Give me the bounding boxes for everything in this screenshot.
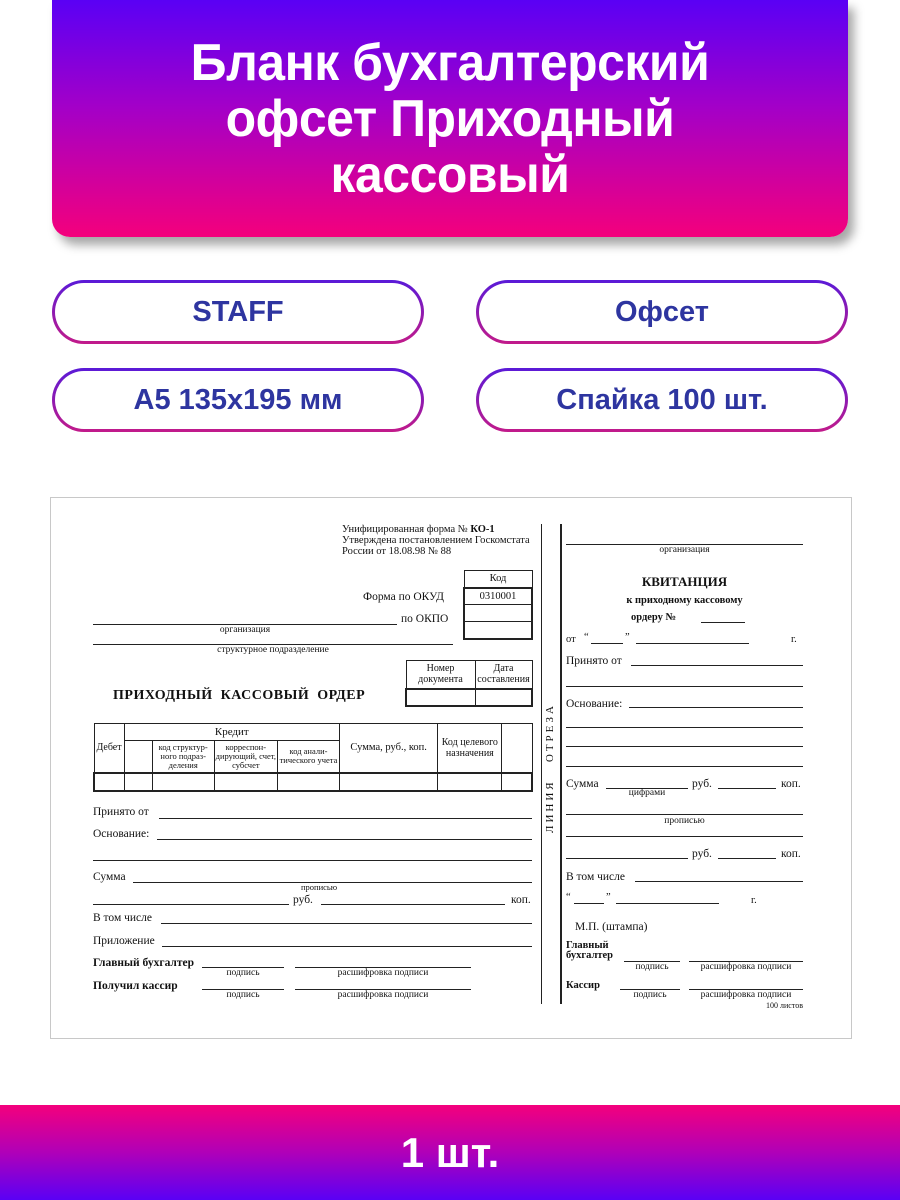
cell — [438, 773, 502, 791]
receipt-kop-label-2: коп. — [781, 848, 801, 860]
receipt-basis-label: Основание: — [566, 698, 623, 710]
sheet-count: 100 листов — [766, 1001, 803, 1010]
feature-label: STAFF — [192, 295, 284, 328]
cell — [277, 773, 339, 791]
receipt-subtitle: к приходному кассовому — [626, 595, 743, 606]
receipt-basis-line-3 — [566, 746, 803, 747]
receipt-received-from-line-2 — [566, 686, 803, 687]
receipt-day-line-2 — [574, 903, 604, 904]
attachment-line — [162, 946, 532, 947]
receipt-rub-label: руб. — [692, 778, 712, 790]
code-header: Код — [464, 571, 532, 588]
doc-table — [405, 660, 533, 707]
doc-date-value — [475, 689, 532, 706]
signature-caption: подпись — [633, 990, 667, 1000]
organization-caption: организация — [219, 625, 271, 635]
purpose-code-header: Код целевого назначения — [438, 724, 502, 773]
receipt-from-label: от — [566, 634, 576, 645]
decoding-caption: расшифровка подписи — [337, 990, 429, 1000]
receipt-received-from-line — [631, 665, 803, 666]
feature-material — [476, 280, 848, 344]
extra-header — [502, 724, 532, 773]
doc-number-header: Номер документа — [406, 661, 475, 689]
product-title: Бланк бухгалтерский офсет Приходный кассовый — [190, 33, 710, 204]
basis-line-2 — [93, 860, 532, 861]
receipt-title: КВИТАНЦИЯ — [641, 574, 728, 589]
okud-value: 0310001 — [464, 588, 532, 605]
code-empty — [464, 622, 532, 639]
receipt-basis-line-2 — [566, 727, 803, 728]
debit-header: Дебет — [94, 724, 124, 773]
sum-header: Сумма, руб., коп. — [340, 724, 438, 773]
feature-pack — [476, 368, 848, 432]
basis-line — [157, 839, 532, 840]
cell — [152, 773, 214, 791]
receipt-kop-line-2 — [718, 858, 776, 859]
receipt-including-line — [635, 881, 803, 882]
receipt-kop-line — [718, 788, 776, 789]
header-line2: Утверждена постановлением Госкомстата — [342, 535, 530, 546]
including-line — [161, 923, 532, 924]
received-from-label: Принято от — [93, 806, 149, 818]
okpo-value — [464, 605, 532, 622]
in-words-caption: прописью — [301, 882, 338, 892]
receipt-order-number-label: ордеру № — [631, 612, 677, 623]
form-header — [342, 524, 530, 557]
receipt-received-from-label: Принято от — [566, 655, 622, 667]
basis-label: Основание: — [93, 828, 150, 840]
receipt-cashier-label: Кассир — [566, 980, 600, 991]
receipt-year-label: г. — [791, 634, 797, 645]
receipt-sum-label: Сумма — [566, 778, 599, 790]
cell — [340, 773, 438, 791]
feature-brand — [52, 280, 424, 344]
receipt-including-label: В том числе — [566, 871, 625, 883]
receipt-words-line-2 — [566, 836, 803, 837]
rub-line — [93, 904, 289, 905]
kop-line — [321, 904, 505, 905]
signature-caption: подпись — [226, 990, 260, 1000]
receipt-month-line-2 — [616, 903, 719, 904]
subdivision-caption: структурное подразделение — [217, 645, 329, 655]
cut-divider-left — [541, 524, 542, 1004]
receipt-chief-accountant-label — [566, 941, 613, 961]
feature-label: А5 135х195 мм — [133, 383, 343, 416]
receipt-basis-line-4 — [566, 766, 803, 767]
stamp-label: М.П. (штампа) — [575, 921, 648, 933]
in-figures-caption: цифрами — [628, 788, 666, 798]
quote-open: “ — [584, 632, 589, 643]
form-code: КО-1 — [470, 524, 495, 535]
doc-date-header: Дата составления — [475, 661, 532, 689]
code-table — [463, 570, 533, 640]
sum-label: Сумма — [93, 871, 126, 883]
header-line3: России от 18.08.98 № 88 — [342, 546, 452, 557]
chief-accountant-label: Главный бухгалтер — [93, 957, 195, 969]
cell — [124, 773, 152, 791]
accounting-table — [93, 723, 533, 792]
receipt-organization-caption: организация — [659, 545, 710, 555]
form-title: ПРИХОДНЫЙ КАССОВЫЙ ОРДЕР — [113, 688, 366, 703]
credit-sub-division-code: код структур-ного подраз-деления — [152, 741, 214, 773]
feature-size — [52, 368, 424, 432]
signature-caption: подпись — [635, 962, 669, 972]
hero-banner — [52, 0, 848, 237]
credit-sub-analytic: код анали-тического учета — [277, 741, 339, 773]
doc-number-value — [406, 689, 475, 706]
chief-accountant-line2: бухгалтер — [566, 950, 614, 961]
receipt-kop-label: коп. — [781, 778, 801, 790]
including-label: В том числе — [93, 912, 152, 924]
feature-label: Спайка 100 шт. — [556, 383, 768, 416]
receipt-words-line — [566, 814, 803, 815]
feature-label: Офсет — [614, 295, 709, 328]
quantity-banner — [0, 1105, 900, 1200]
okud-label: Форма по ОКУД — [363, 591, 444, 603]
form-preview — [50, 497, 852, 1039]
rub-label: руб. — [293, 894, 313, 906]
receipt-basis-line — [629, 707, 803, 708]
credit-sub-account: корреспон-дирующий, счет, субсчет — [214, 741, 277, 773]
cashier-received-label: Получил кассир — [93, 980, 178, 992]
quote-close-2: ” — [606, 892, 611, 903]
receipt-order-number-line — [701, 622, 745, 623]
received-from-line — [159, 818, 532, 819]
decoding-caption: расшифровка подписи — [700, 962, 792, 972]
in-words-caption: прописью — [664, 816, 705, 826]
receipt-rub-label-2: руб. — [692, 848, 712, 860]
receipt-month-line — [636, 643, 749, 644]
credit-sub-empty — [124, 741, 152, 773]
decoding-caption: расшифровка подписи — [337, 968, 429, 978]
cut-line-label: ЛИНИЯ ОТРЕЗА — [544, 703, 556, 833]
quantity-label: 1 шт. — [400, 1128, 500, 1176]
quote-open-2: “ — [566, 892, 571, 903]
chief-accountant-line1: Главный — [566, 940, 609, 951]
header-line1: Унифицированная форма № — [342, 524, 471, 535]
kop-label: коп. — [511, 894, 531, 906]
quote-close: ” — [625, 632, 630, 643]
receipt-rub-line — [566, 858, 688, 859]
cell — [94, 773, 124, 791]
cell — [502, 773, 532, 791]
decoding-caption: расшифровка подписи — [700, 990, 792, 1000]
receipt-day-line — [591, 643, 623, 644]
attachment-label: Приложение — [93, 935, 155, 947]
credit-header: Кредит — [124, 724, 339, 741]
okpo-label: по ОКПО — [401, 613, 449, 625]
receipt-year-label-2: г. — [751, 895, 757, 906]
cut-divider-right — [560, 524, 562, 1004]
cell — [214, 773, 277, 791]
signature-caption: подпись — [226, 968, 260, 978]
